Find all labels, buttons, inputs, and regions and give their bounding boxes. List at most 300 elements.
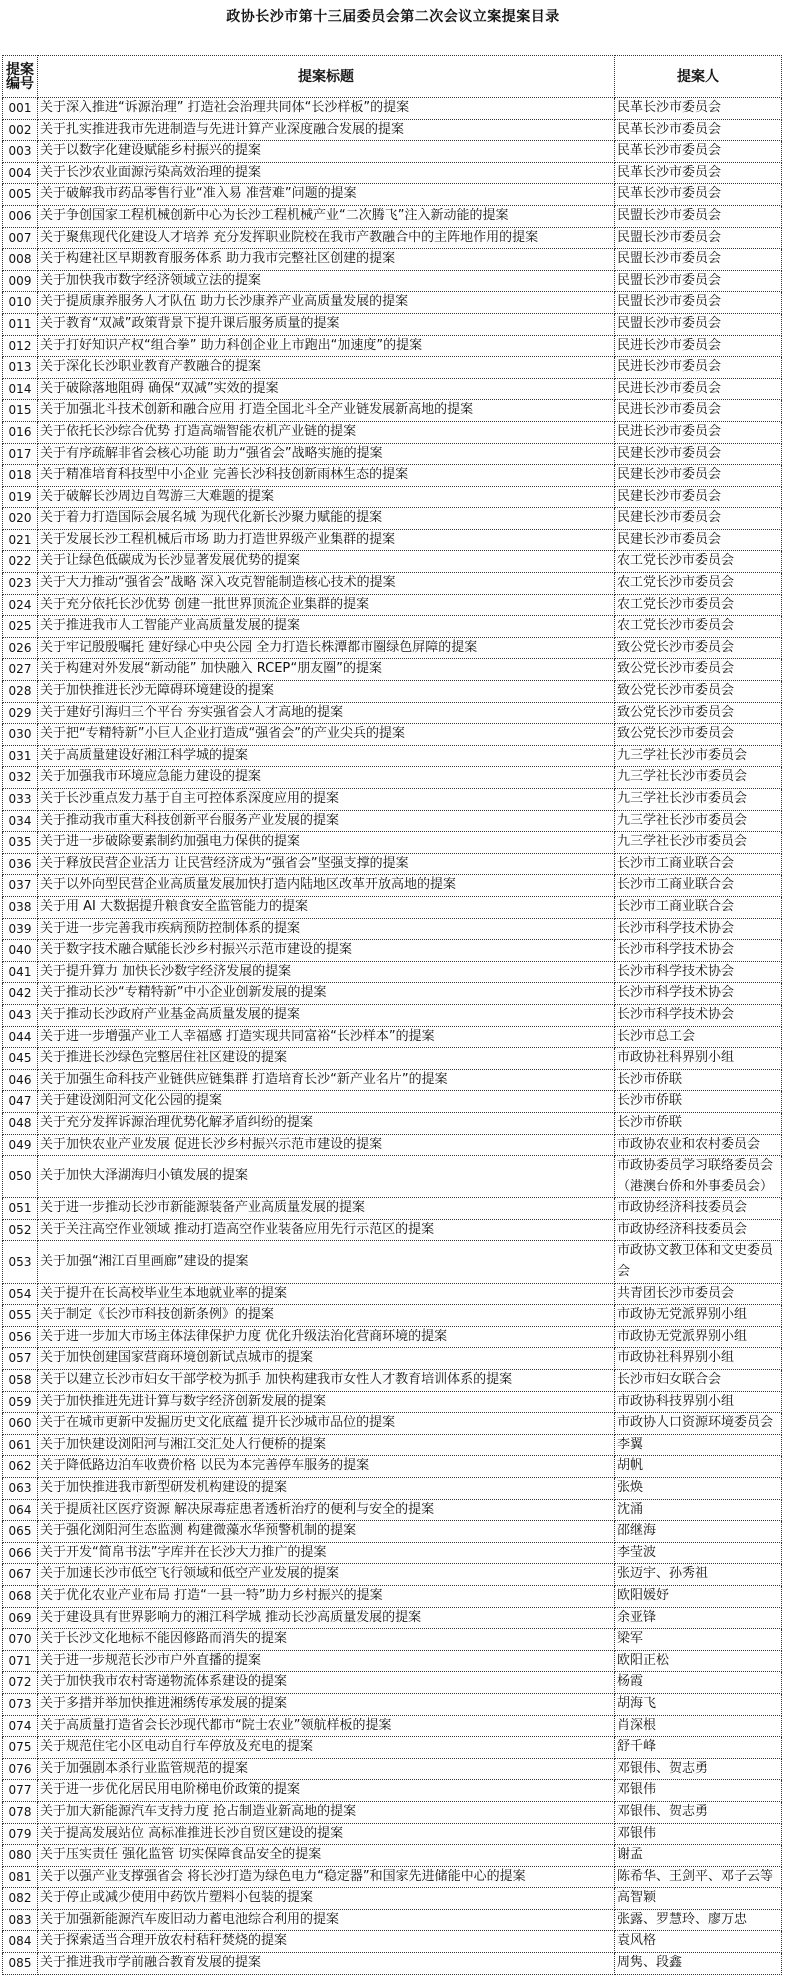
proposal-title: 关于把“专精特新”小巨人企业打造成“强省会”的产业尖兵的提案 <box>38 724 615 746</box>
proposal-number: 004 <box>3 162 38 184</box>
table-row <box>3 1499 782 1521</box>
proposal-number: 061 <box>3 1434 38 1456</box>
table-row <box>3 1478 782 1500</box>
proposal-number: 042 <box>3 983 38 1005</box>
proposal-number: 009 <box>3 270 38 292</box>
proposal-title: 关于推动我市重大科技创新平台服务产业发展的提案 <box>38 810 615 832</box>
table-row <box>3 1156 782 1198</box>
table-row <box>3 1413 782 1435</box>
table-row <box>3 529 782 551</box>
proposal-title: 关于加快农业产业发展 促进长沙乡村振兴示范市建设的提案 <box>38 1134 615 1156</box>
proposal-proposer: 长沙市总工会 <box>615 1026 782 1048</box>
proposal-number: 032 <box>3 767 38 789</box>
proposal-title: 关于发展长沙工程机械后市场 助力打造世界级产业集群的提案 <box>38 529 615 551</box>
proposal-number: 027 <box>3 659 38 681</box>
proposal-proposer: 致公党长沙市委员会 <box>615 702 782 724</box>
proposal-number: 021 <box>3 529 38 551</box>
proposal-proposer: 九三学社长沙市委员会 <box>615 767 782 789</box>
proposal-number: 077 <box>3 1780 38 1802</box>
table-row <box>3 1693 782 1715</box>
proposal-number: 050 <box>3 1156 38 1198</box>
proposal-number: 022 <box>3 551 38 573</box>
proposal-proposer: 民革长沙市委员会 <box>615 119 782 141</box>
proposal-title: 关于长沙文化地标不能因修路而消失的提案 <box>38 1629 615 1651</box>
table-row <box>3 1241 782 1283</box>
table-row <box>3 918 782 940</box>
proposal-proposer: 李莹波 <box>615 1542 782 1564</box>
proposal-proposer: 胡海飞 <box>615 1693 782 1715</box>
proposal-title: 关于加大新能源汽车支持力度 抢占制造业新高地的提案 <box>38 1801 615 1823</box>
proposal-title: 关于以强产业支撑强省会 将长沙打造为绿色电力“稳定器”和国家先进储能中心的提案 <box>38 1866 615 1888</box>
proposal-title: 关于充分依托长沙优势 创建一批世界顶流企业集群的提案 <box>38 594 615 616</box>
table-row <box>3 378 782 400</box>
proposal-table <box>2 55 782 1975</box>
table-row <box>3 1348 782 1370</box>
table-row <box>3 767 782 789</box>
proposal-proposer: 邓银伟 <box>615 1823 782 1845</box>
proposal-title: 关于扎实推进我市先进制造与先进计算产业深度融合发展的提案 <box>38 119 615 141</box>
proposal-number: 070 <box>3 1629 38 1651</box>
table-row <box>3 940 782 962</box>
table-row <box>3 789 782 811</box>
proposal-number: 008 <box>3 249 38 271</box>
proposal-title: 关于建好引海归三个平台 夯实强省会人才高地的提案 <box>38 702 615 724</box>
proposal-proposer: 民盟长沙市委员会 <box>615 227 782 249</box>
proposal-proposer: 民革长沙市委员会 <box>615 184 782 206</box>
proposal-proposer: 民建长沙市委员会 <box>615 529 782 551</box>
proposal-proposer: 九三学社长沙市委员会 <box>615 832 782 854</box>
proposal-title: 关于深化长沙职业教育产教融合的提案 <box>38 357 615 379</box>
header-title: 提案标题 <box>38 56 615 98</box>
table-row <box>3 1305 782 1327</box>
proposal-proposer: 市政协科技界别小组 <box>615 1391 782 1413</box>
proposal-proposer: 长沙市科学技术协会 <box>615 1004 782 1026</box>
proposal-number: 010 <box>3 292 38 314</box>
table-row <box>3 184 782 206</box>
proposal-proposer: 致公党长沙市委员会 <box>615 637 782 659</box>
proposal-proposer: 市政协经济科技委员会 <box>615 1198 782 1220</box>
proposal-number: 060 <box>3 1413 38 1435</box>
proposal-proposer: 市政协无党派界别小组 <box>615 1305 782 1327</box>
table-row <box>3 896 782 918</box>
proposal-proposer: 长沙市侨联 <box>615 1091 782 1113</box>
proposal-number: 076 <box>3 1758 38 1780</box>
table-row <box>3 443 782 465</box>
proposal-number: 024 <box>3 594 38 616</box>
proposal-proposer: 民盟长沙市委员会 <box>615 313 782 335</box>
proposal-number: 054 <box>3 1283 38 1305</box>
proposal-proposer: 民进长沙市委员会 <box>615 421 782 443</box>
proposal-title: 关于制定《长沙市科技创新条例》的提案 <box>38 1305 615 1327</box>
proposal-title: 关于开发“简帛书法”字库并在长沙大力推广的提案 <box>38 1542 615 1564</box>
table-row <box>3 205 782 227</box>
proposal-title: 关于提质社区医疗资源 解决尿毒症患者透析治疗的便利与安全的提案 <box>38 1499 615 1521</box>
proposal-proposer: 九三学社长沙市委员会 <box>615 789 782 811</box>
table-row <box>3 1629 782 1651</box>
proposal-number: 007 <box>3 227 38 249</box>
proposal-proposer: 张露、罗慧玲、廖万忠 <box>615 1909 782 1931</box>
table-row <box>3 141 782 163</box>
proposal-title: 关于关注高空作业领域 推动打造高空作业装备应用先行示范区的提案 <box>38 1219 615 1241</box>
table-row <box>3 508 782 530</box>
proposal-number: 017 <box>3 443 38 465</box>
proposal-proposer: 肖深根 <box>615 1715 782 1737</box>
proposal-proposer: 市政协委员学习联络委员会（港澳台侨和外事委员会） <box>615 1156 782 1198</box>
proposal-title: 关于加强生命科技产业链供应链集群 打造培育长沙“新产业名片”的提案 <box>38 1069 615 1091</box>
proposal-proposer: 长沙市科学技术协会 <box>615 961 782 983</box>
proposal-proposer: 九三学社长沙市委员会 <box>615 745 782 767</box>
proposal-title: 关于高质量建设好湘江科学城的提案 <box>38 745 615 767</box>
proposal-proposer: 民进长沙市委员会 <box>615 357 782 379</box>
table-row <box>3 724 782 746</box>
table-row <box>3 551 782 573</box>
proposal-proposer: 沈涌 <box>615 1499 782 1521</box>
proposal-title: 关于充分发挥诉源治理优势化解矛盾纠纷的提案 <box>38 1112 615 1134</box>
proposal-proposer: 民进长沙市委员会 <box>615 400 782 422</box>
table-row <box>3 1801 782 1823</box>
table-row <box>3 1780 782 1802</box>
table-row <box>3 1521 782 1543</box>
proposal-number: 038 <box>3 896 38 918</box>
proposal-title: 关于提升算力 加快长沙数字经济发展的提案 <box>38 961 615 983</box>
table-row <box>3 335 782 357</box>
proposal-number: 069 <box>3 1607 38 1629</box>
proposal-title: 关于进一步加大市场主体法律保护力度 优化升级法治化营商环境的提案 <box>38 1326 615 1348</box>
proposal-title: 关于压实责任 强化监管 切实保障食品安全的提案 <box>38 1845 615 1867</box>
proposal-number: 053 <box>3 1241 38 1283</box>
proposal-proposer: 杨霞 <box>615 1672 782 1694</box>
proposal-proposer: 长沙市工商业联合会 <box>615 896 782 918</box>
table-row <box>3 1953 782 1975</box>
proposal-title: 关于长沙农业面源污染高效治理的提案 <box>38 162 615 184</box>
proposal-number: 075 <box>3 1737 38 1759</box>
proposal-title: 关于释放民营企业活力 让民营经济成为“强省会”坚强支撑的提案 <box>38 853 615 875</box>
proposal-proposer: 致公党长沙市委员会 <box>615 681 782 703</box>
proposal-title: 关于提高发展站位 高标准推进长沙自贸区建设的提案 <box>38 1823 615 1845</box>
table-row <box>3 1219 782 1241</box>
table-row <box>3 313 782 335</box>
table-row <box>3 227 782 249</box>
proposal-number: 040 <box>3 940 38 962</box>
proposal-number: 082 <box>3 1888 38 1910</box>
proposal-title: 关于探索适当合理开放农村秸秆焚烧的提案 <box>38 1931 615 1953</box>
table-row <box>3 681 782 703</box>
proposal-number: 041 <box>3 961 38 983</box>
proposal-number: 058 <box>3 1370 38 1392</box>
proposal-proposer: 民盟长沙市委员会 <box>615 292 782 314</box>
proposal-title: 关于加强北斗技术创新和融合应用 打造全国北斗全产业链发展新高地的提案 <box>38 400 615 422</box>
table-row <box>3 1672 782 1694</box>
proposal-number: 055 <box>3 1305 38 1327</box>
proposal-number: 074 <box>3 1715 38 1737</box>
proposal-title: 关于深入推进“诉源治理” 打造社会治理共同体“长沙样板”的提案 <box>38 98 615 120</box>
proposal-proposer: 共青团长沙市委员会 <box>615 1283 782 1305</box>
proposal-proposer: 民进长沙市委员会 <box>615 378 782 400</box>
proposal-number: 083 <box>3 1909 38 1931</box>
proposal-title: 关于用 AI 大数据提升粮食安全监管能力的提案 <box>38 896 615 918</box>
table-row <box>3 875 782 897</box>
proposal-proposer: 周隽、段鑫 <box>615 1953 782 1975</box>
proposal-number: 051 <box>3 1198 38 1220</box>
proposal-number: 068 <box>3 1585 38 1607</box>
proposal-title: 关于聚焦现代化建设人才培养 充分发挥职业院校在我市产教融合中的主阵地作用的提案 <box>38 227 615 249</box>
proposal-number: 029 <box>3 702 38 724</box>
proposal-title: 关于提质康养服务人才队伍 助力长沙康养产业高质量发展的提案 <box>38 292 615 314</box>
proposal-proposer: 民盟长沙市委员会 <box>615 249 782 271</box>
proposal-number: 001 <box>3 98 38 120</box>
proposal-title: 关于加快推进先进计算与数字经济创新发展的提案 <box>38 1391 615 1413</box>
proposal-title: 关于加快我市数字经济领域立法的提案 <box>38 270 615 292</box>
proposal-title: 关于加快我市农村寄递物流体系建设的提案 <box>38 1672 615 1694</box>
proposal-number: 073 <box>3 1693 38 1715</box>
proposal-proposer: 市政协社科界别小组 <box>615 1348 782 1370</box>
proposal-number: 031 <box>3 745 38 767</box>
proposal-title: 关于加快推进长沙无障碍环境建设的提案 <box>38 681 615 703</box>
proposal-number: 056 <box>3 1326 38 1348</box>
proposal-number: 012 <box>3 335 38 357</box>
proposal-number: 085 <box>3 1953 38 1975</box>
proposal-title: 关于降低路边泊车收费价格 以民为本完善停车服务的提案 <box>38 1456 615 1478</box>
table-row <box>3 832 782 854</box>
proposal-number: 079 <box>3 1823 38 1845</box>
proposal-number: 023 <box>3 573 38 595</box>
proposal-title: 关于提升在长高校毕业生本地就业率的提案 <box>38 1283 615 1305</box>
proposal-number: 062 <box>3 1456 38 1478</box>
proposal-proposer: 民盟长沙市委员会 <box>615 205 782 227</box>
proposal-proposer: 欧阳正松 <box>615 1650 782 1672</box>
table-row <box>3 573 782 595</box>
proposal-proposer: 长沙市工商业联合会 <box>615 875 782 897</box>
proposal-proposer: 民建长沙市委员会 <box>615 486 782 508</box>
proposal-title: 关于以外向型民营企业高质量发展加快打造内陆地区改革开放高地的提案 <box>38 875 615 897</box>
proposal-proposer: 民进长沙市委员会 <box>615 335 782 357</box>
proposal-title: 关于加强新能源汽车废旧动力蓄电池综合利用的提案 <box>38 1909 615 1931</box>
proposal-proposer: 市政协文教卫体和文史委员会 <box>615 1241 782 1283</box>
proposal-title: 关于让绿色低碳成为长沙显著发展优势的提案 <box>38 551 615 573</box>
proposal-number: 020 <box>3 508 38 530</box>
proposal-number: 016 <box>3 421 38 443</box>
proposal-title: 关于进一步规范长沙市户外直播的提案 <box>38 1650 615 1672</box>
proposal-number: 072 <box>3 1672 38 1694</box>
proposal-proposer: 民建长沙市委员会 <box>615 465 782 487</box>
proposal-number: 028 <box>3 681 38 703</box>
table-row <box>3 637 782 659</box>
table-row <box>3 702 782 724</box>
proposal-proposer: 长沙市妇女联合会 <box>615 1370 782 1392</box>
proposal-number: 018 <box>3 465 38 487</box>
table-row <box>3 1585 782 1607</box>
proposal-title: 关于构建对外发展“新动能” 加快融入 RCEP“朋友圈”的提案 <box>38 659 615 681</box>
proposal-title: 关于推动长沙政府产业基金高质量发展的提案 <box>38 1004 615 1026</box>
proposal-proposer: 长沙市工商业联合会 <box>615 853 782 875</box>
proposal-number: 071 <box>3 1650 38 1672</box>
proposal-number: 064 <box>3 1499 38 1521</box>
proposal-proposer: 欧阳媛妤 <box>615 1585 782 1607</box>
proposal-proposer: 袁风格 <box>615 1931 782 1953</box>
proposal-proposer: 长沙市侨联 <box>615 1112 782 1134</box>
proposal-title: 关于以数字化建设赋能乡村振兴的提案 <box>38 141 615 163</box>
proposal-title: 关于争创国家工程机械创新中心为长沙工程机械产业“二次腾飞”注入新动能的提案 <box>38 205 615 227</box>
document-title: 政协长沙市第十三届委员会第二次会议立案提案目录 <box>226 9 560 25</box>
table-row <box>3 1823 782 1845</box>
proposal-title: 关于建设具有世界影响力的湘江科学城 推动长沙高质量发展的提案 <box>38 1607 615 1629</box>
table-row <box>3 1198 782 1220</box>
proposal-number: 084 <box>3 1931 38 1953</box>
proposal-title: 关于在城市更新中发掘历史文化底蕴 提升长沙城市品位的提案 <box>38 1413 615 1435</box>
table-row <box>3 1370 782 1392</box>
proposal-title: 关于加速长沙市低空飞行领域和低空产业发展的提案 <box>38 1564 615 1586</box>
proposal-number: 025 <box>3 616 38 638</box>
proposal-proposer: 余亚锋 <box>615 1607 782 1629</box>
proposal-number: 045 <box>3 1048 38 1070</box>
proposal-number: 019 <box>3 486 38 508</box>
proposal-number: 014 <box>3 378 38 400</box>
table-row <box>3 1048 782 1070</box>
proposal-proposer: 民革长沙市委员会 <box>615 162 782 184</box>
proposal-proposer: 邓银伟、贺志勇 <box>615 1758 782 1780</box>
proposal-title: 关于有序疏解非省会核心功能 助力“强省会”战略实施的提案 <box>38 443 615 465</box>
proposal-proposer: 陈希华、王剑平、邓子云等 <box>615 1866 782 1888</box>
header-number: 提案编号 <box>3 56 38 98</box>
table-row <box>3 400 782 422</box>
proposal-number: 011 <box>3 313 38 335</box>
proposal-number: 067 <box>3 1564 38 1586</box>
proposal-proposer: 市政协社科界别小组 <box>615 1048 782 1070</box>
proposal-title: 关于数字技术融合赋能长沙乡村振兴示范市建设的提案 <box>38 940 615 962</box>
proposal-number: 003 <box>3 141 38 163</box>
table-row <box>3 1391 782 1413</box>
proposal-title: 关于进一步增强产业工人幸福感 打造实现共同富裕“长沙样本”的提案 <box>38 1026 615 1048</box>
proposal-number: 065 <box>3 1521 38 1543</box>
table-row <box>3 1542 782 1564</box>
proposal-proposer: 市政协无党派界别小组 <box>615 1326 782 1348</box>
table-row <box>3 1931 782 1953</box>
proposal-title: 关于加强我市环境应急能力建设的提案 <box>38 767 615 789</box>
proposal-title: 关于加快建设浏阳河与湘江交汇处人行便桥的提案 <box>38 1434 615 1456</box>
table-row <box>3 1888 782 1910</box>
table-row <box>3 1091 782 1113</box>
proposal-number: 006 <box>3 205 38 227</box>
table-row <box>3 1456 782 1478</box>
proposal-title: 关于加快大泽湖海归小镇发展的提案 <box>38 1156 615 1198</box>
proposal-title: 关于加强“湘江百里画廊”建设的提案 <box>38 1241 615 1283</box>
table-row <box>3 961 782 983</box>
table-row <box>3 1283 782 1305</box>
table-row <box>3 292 782 314</box>
proposal-number: 047 <box>3 1091 38 1113</box>
proposal-title: 关于破解长沙周边自驾游三大难题的提案 <box>38 486 615 508</box>
table-row <box>3 983 782 1005</box>
proposal-proposer: 邓银伟 <box>615 1780 782 1802</box>
proposal-title: 关于多措并举加快推进湘绣传承发展的提案 <box>38 1693 615 1715</box>
table-row <box>3 486 782 508</box>
table-row <box>3 421 782 443</box>
proposal-proposer: 农工党长沙市委员会 <box>615 573 782 595</box>
proposal-proposer: 长沙市科学技术协会 <box>615 983 782 1005</box>
table-row <box>3 162 782 184</box>
proposal-number: 048 <box>3 1112 38 1134</box>
table-row <box>3 1845 782 1867</box>
proposal-title: 关于建设浏阳河文化公园的提案 <box>38 1091 615 1113</box>
proposal-number: 039 <box>3 918 38 940</box>
proposal-title: 关于破除落地阻碍 确保“双减”实效的提案 <box>38 378 615 400</box>
proposal-proposer: 长沙市科学技术协会 <box>615 918 782 940</box>
proposal-number: 063 <box>3 1478 38 1500</box>
table-row <box>3 1866 782 1888</box>
header-proposer: 提案人 <box>615 56 782 98</box>
proposal-proposer: 民盟长沙市委员会 <box>615 270 782 292</box>
proposal-proposer: 民建长沙市委员会 <box>615 443 782 465</box>
proposal-number: 044 <box>3 1026 38 1048</box>
proposal-title: 关于着力打造国际会展名城 为现代化新长沙聚力赋能的提案 <box>38 508 615 530</box>
proposal-proposer: 民建长沙市委员会 <box>615 508 782 530</box>
table-row <box>3 1004 782 1026</box>
proposal-proposer: 邵继海 <box>615 1521 782 1543</box>
table-row <box>3 1326 782 1348</box>
proposal-proposer: 谢孟 <box>615 1845 782 1867</box>
proposal-title: 关于进一步优化居民用电阶梯电价政策的提案 <box>38 1780 615 1802</box>
proposal-proposer: 致公党长沙市委员会 <box>615 724 782 746</box>
table-row <box>3 1607 782 1629</box>
proposal-proposer: 市政协农业和农村委员会 <box>615 1134 782 1156</box>
proposal-number: 035 <box>3 832 38 854</box>
table-row <box>3 1758 782 1780</box>
proposal-proposer: 张焕 <box>615 1478 782 1500</box>
proposal-title: 关于优化农业产业布局 打造“一县一特”助力乡村振兴的提案 <box>38 1585 615 1607</box>
table-row <box>3 1715 782 1737</box>
proposal-number: 033 <box>3 789 38 811</box>
table-row <box>3 1909 782 1931</box>
proposal-title: 关于推进长沙绿色完整居住社区建设的提案 <box>38 1048 615 1070</box>
proposal-number: 034 <box>3 810 38 832</box>
proposal-proposer: 市政协人口资源环境委员会 <box>615 1413 782 1435</box>
proposal-title: 关于长沙重点发力基于自主可控体系深度应用的提案 <box>38 789 615 811</box>
table-row <box>3 853 782 875</box>
table-row <box>3 745 782 767</box>
table-row <box>3 594 782 616</box>
proposal-number: 002 <box>3 119 38 141</box>
proposal-title: 关于推动长沙“专精特新”中小企业创新发展的提案 <box>38 983 615 1005</box>
proposal-title: 关于加快推进我市新型研发机构建设的提案 <box>38 1478 615 1500</box>
proposal-title: 关于加强剧本杀行业监管规范的提案 <box>38 1758 615 1780</box>
table-row <box>3 1069 782 1091</box>
proposal-title: 关于规范住宅小区电动自行车停放及充电的提案 <box>38 1737 615 1759</box>
proposal-title: 关于教育“双减”政策背景下提升课后服务质量的提案 <box>38 313 615 335</box>
proposal-proposer: 梁军 <box>615 1629 782 1651</box>
proposal-number: 036 <box>3 853 38 875</box>
proposal-title: 关于进一步推动长沙市新能源装备产业高质量发展的提案 <box>38 1198 615 1220</box>
table-row <box>3 1026 782 1048</box>
proposal-number: 066 <box>3 1542 38 1564</box>
proposal-number: 078 <box>3 1801 38 1823</box>
proposal-title: 关于高质量打造省会长沙现代都市“院士农业”领航样板的提案 <box>38 1715 615 1737</box>
proposal-proposer: 农工党长沙市委员会 <box>615 551 782 573</box>
proposal-number: 057 <box>3 1348 38 1370</box>
proposal-proposer: 市政协经济科技委员会 <box>615 1219 782 1241</box>
proposal-title: 关于构建社区早期教育服务体系 助力我市完整社区创建的提案 <box>38 249 615 271</box>
proposal-title: 关于依托长沙综合优势 打造高端智能农机产业链的提案 <box>38 421 615 443</box>
proposal-title: 关于以建立长沙市妇女干部学校为抓手 加快构建我市女性人才教育培训体系的提案 <box>38 1370 615 1392</box>
table-row <box>3 249 782 271</box>
proposal-title: 关于停止或减少使用中药饮片塑料小包装的提案 <box>38 1888 615 1910</box>
table-header-row <box>3 56 782 98</box>
proposal-proposer: 长沙市侨联 <box>615 1069 782 1091</box>
proposal-proposer: 李翼 <box>615 1434 782 1456</box>
proposal-proposer: 张迈宇、孙秀祖 <box>615 1564 782 1586</box>
table-row <box>3 1564 782 1586</box>
proposal-number: 043 <box>3 1004 38 1026</box>
proposal-title: 关于推进我市学前融合教育发展的提案 <box>38 1953 615 1975</box>
